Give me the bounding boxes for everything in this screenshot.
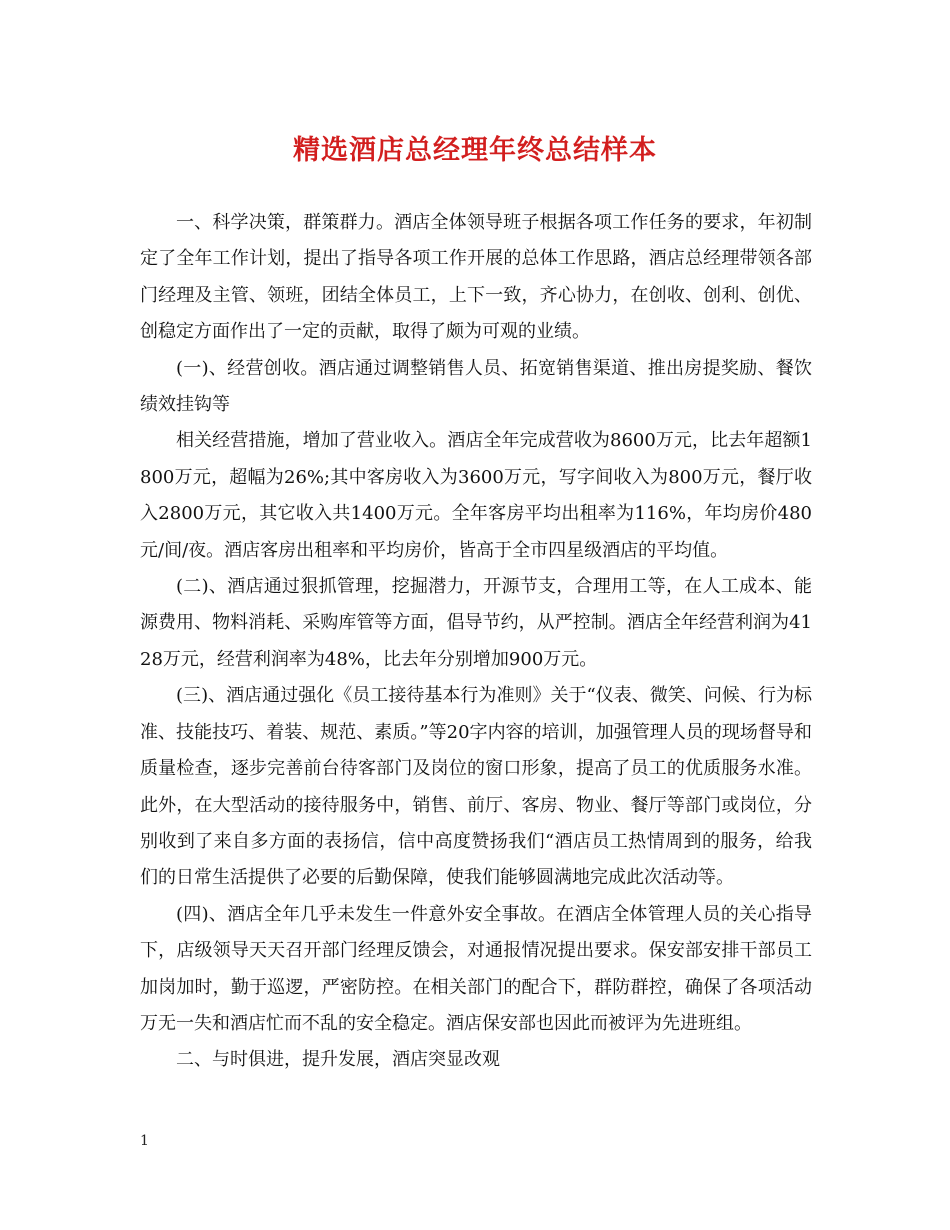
paragraph-section-1: 一、科学决策，群策群力。酒店全体领导班子根据各项工作任务的要求，年初制定了全年工作计划，提出了指导各项工作开展的总体工作思路，酒店总经理带领各部门经理及主管、领班，团结全体员工，上下一致，齐心协力，在创收、创利、创优、创稳定方面作出了一定的贡献，取得了颇为可观的业绩。 — [140, 212, 812, 343]
document-title: 精选酒店总经理年终总结样本 — [293, 135, 657, 166]
paragraph-cost-control: (二)、酒店通过狠抓管理，挖掘潜力，开源节支，合理用工等，在人工成本、能源费用、物料消耗、采购库管等方面，倡导节约，从严控制。酒店全年经营利润为4128万元，经营利润率为48%，比去年分别增加900万元。 — [140, 576, 812, 670]
paragraph-section-2: 二、与时俱进，提升发展，酒店突显改观 — [176, 1049, 500, 1071]
paragraph-revenue-figures: 相关经营措施，增加了营业收入。酒店全年完成营收为8600万元，比去年超额1800万元，超幅为26%;其中客房收入为3600万元，写字间收入为800万元，餐厅收入2800万元，其它收入共1400万元。全年客房平均出租率为116%，年均房价480元/间/夜。酒店客房出租率和平均房价，皆高于全市四星级酒店的平均值。 — [140, 430, 812, 561]
paragraph-service-training: (三)、酒店通过强化《员工接待基本行为准则》关于“仪表、微笑、问候、行为标准、技能技巧、着装、规范、素质。”等20字内容的培训，加强管理人员的现场督导和质量检查，逐步完善前台待客部门及岗位的窗口形象，提高了员工的优质服务水准。此外，在大型活动的接待服务中，销售、前厅、客房、物业、餐厅等部门或岗位，分别收到了来自多方面的表扬信，信中高度赞扬我们“酒店员工热情周到的服务，给我们的日常生活提供了必要的后勤保障，使我们能够圆满地完成此次活动等。 — [140, 685, 812, 889]
paragraph-operations-revenue: (一)、经营创收。酒店通过调整销售人员、拓宽销售渠道、推出房提奖励、餐饮绩效挂钩等 — [140, 357, 812, 416]
paragraph-safety: (四)、酒店全年几乎未发生一件意外安全事故。在酒店全体管理人员的关心指导下，店级领导天天召开部门经理反馈会，对通报情况提出要求。保安部安排干部员工加岗加时，勤于巡逻，严密防控。在相关部门的配合下，群防群控，确保了各项活动万无一失和酒店忙而不乱的安全稳定。酒店保安部也因此而被评为先进班组。 — [140, 903, 812, 1034]
page-number: 1 — [140, 1133, 149, 1149]
document-body — [140, 205, 812, 1079]
